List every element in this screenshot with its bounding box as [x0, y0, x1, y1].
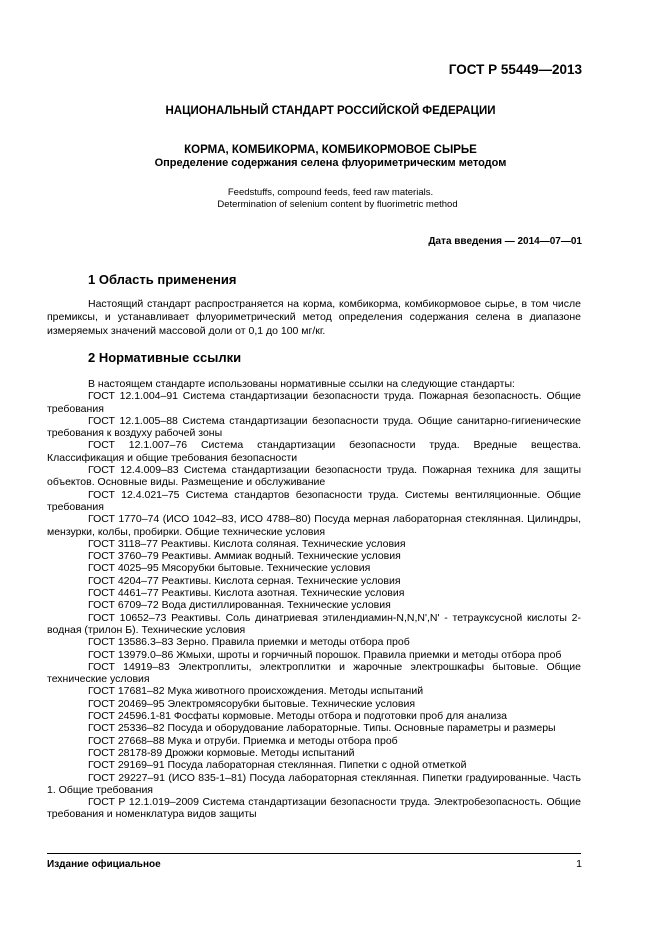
reference-item: ГОСТ 20469–95 Электромясорубки бытовые. Технические условия — [88, 697, 416, 710]
english-title-line-2: Determination of selenium content by fluorimetric method — [217, 199, 458, 210]
references-lead: В настоящем стандарте использованы нормативные ссылки на следующие стандарты: — [88, 378, 515, 390]
reference-item: ГОСТ 12.4.021–75 Система стандартов безопасности труда. Системы вентиляционные. Общие требования — [47, 488, 581, 513]
reference-item: ГОСТ 12.1.004–91 Система стандартизации безопасности труда. Пожарная безопасность. Общие требования — [47, 390, 581, 415]
reference-item: ГОСТ 28178-89 Дрожжи кормовые. Методы испытаний — [88, 746, 355, 759]
reference-item: ГОСТ 12.1.007–76 Система стандартизации безопасности труда. Вредные вещества. Классификация и общие требования безопасности — [47, 439, 581, 464]
reference-item: ГОСТ 4461–77 Реактивы. Кислота азотная. Технические условия — [88, 587, 405, 600]
document-code: ГОСТ Р 55449—2013 — [448, 62, 582, 77]
reference-item: ГОСТ 4204–77 Реактивы. Кислота серная. Технические условия — [88, 574, 401, 587]
reference-item: ГОСТ 3760–79 Реактивы. Аммиак водный. Технические условия — [88, 550, 401, 563]
reference-item: ГОСТ 12.4.009–83 Система стандартизации безопасности труда. Пожарная техника для защиты объектов. Основные виды. Размещение и обслуживание — [47, 464, 581, 489]
reference-item: ГОСТ 1770–74 (ИСО 1042–83, ИСО 4788–80) Посуда мерная лабораторная стеклянная. Цилиндры, мензурки, колбы, пробирки. Общие технические условия — [47, 513, 581, 538]
reference-item: ГОСТ 29169–91 Посуда лабораторная стеклянная. Пипетки с одной отметкой — [88, 759, 467, 772]
page-number: 1 — [576, 858, 582, 870]
reference-item: ГОСТ 13979.0–86 Жмыхи, шроты и горчичный порошок. Правила приемки и методы отбора проб — [88, 648, 562, 661]
footer-divider — [47, 853, 581, 854]
reference-item: ГОСТ 13586.3–83 Зерно. Правила приемки и методы отбора проб — [88, 636, 410, 649]
document-subtitle: Определение содержания селена флуориметрическим методом — [154, 157, 507, 169]
reference-item: ГОСТ 14919–83 Электроплиты, электроплитки и жарочные электрошкафы бытовые. Общие технические условия — [47, 660, 581, 686]
reference-item: ГОСТ 17681–82 Мука животного происхождения. Методы испытаний — [88, 685, 424, 698]
reference-item: ГОСТ 10652–73 Реактивы. Соль динатриевая этилендиамин-N,N,N',N' - тетрауксусной кислоты 2-водная (трилон Б). Технические условия — [47, 611, 581, 636]
introduction-date: Дата введения — 2014—07—01 — [428, 236, 582, 247]
reference-item: ГОСТ 27668–88 Мука и отруби. Приемка и методы отбора проб — [88, 734, 398, 747]
reference-item: ГОСТ 24596.1-81 Фосфаты кормовые. Методы отбора и подготовки проб для анализа — [88, 710, 508, 723]
reference-item: ГОСТ 6709–72 Вода дистиллированная. Технические условия — [88, 599, 391, 612]
reference-item: ГОСТ 4025–95 Мясорубки бытовые. Технические условия — [88, 562, 371, 575]
document-title: КОРМА, КОМБИКОРМА, КОМБИКОРМОВОЕ СЫРЬЕ — [184, 144, 477, 156]
reference-item: ГОСТ Р 12.1.019–2009 Система стандартизации безопасности труда. Электробезопасность. Общие требования и номенклатура видов защиты — [47, 796, 581, 821]
scope-paragraph: Настоящий стандарт распространяется на корма, комбикорма, комбикормовое сырье, в том числе премиксы, и устанавливает флуориметрический метод определения содержания селена в диапазоне измеряемых значений массовой доли от 0,1 до 100 мг/кг. — [47, 298, 581, 337]
reference-item: ГОСТ 3118–77 Реактивы. Кислота соляная. Технические условия — [88, 537, 406, 550]
section-heading-normative-references: 2 Нормативные ссылки — [88, 350, 242, 365]
reference-item: ГОСТ 12.1.005–88 Система стандартизации безопасности труда. Общие санитарно-гигиенические требования к воздуху рабочей зоны — [47, 414, 581, 440]
english-title-line-1: Feedstuffs, compound feeds, feed raw materials. — [227, 187, 434, 198]
reference-item: ГОСТ 29227–91 (ИСО 835-1–81) Посуда лабораторная стеклянная. Пипетки градуированные. Часть 1. Общие требования — [47, 771, 581, 796]
edition-label: Издание официальное — [47, 859, 161, 870]
normative-references-list — [47, 378, 581, 821]
scope-section — [47, 298, 581, 338]
reference-item: ГОСТ 25336–82 Посуда и оборудование лабораторные. Типы. Основные параметры и размеры — [88, 722, 556, 735]
section-heading-scope: 1 Область применения — [88, 272, 237, 287]
national-standard-heading: НАЦИОНАЛЬНЫЙ СТАНДАРТ РОССИЙСКОЙ ФЕДЕРАЦИИ — [165, 105, 496, 117]
